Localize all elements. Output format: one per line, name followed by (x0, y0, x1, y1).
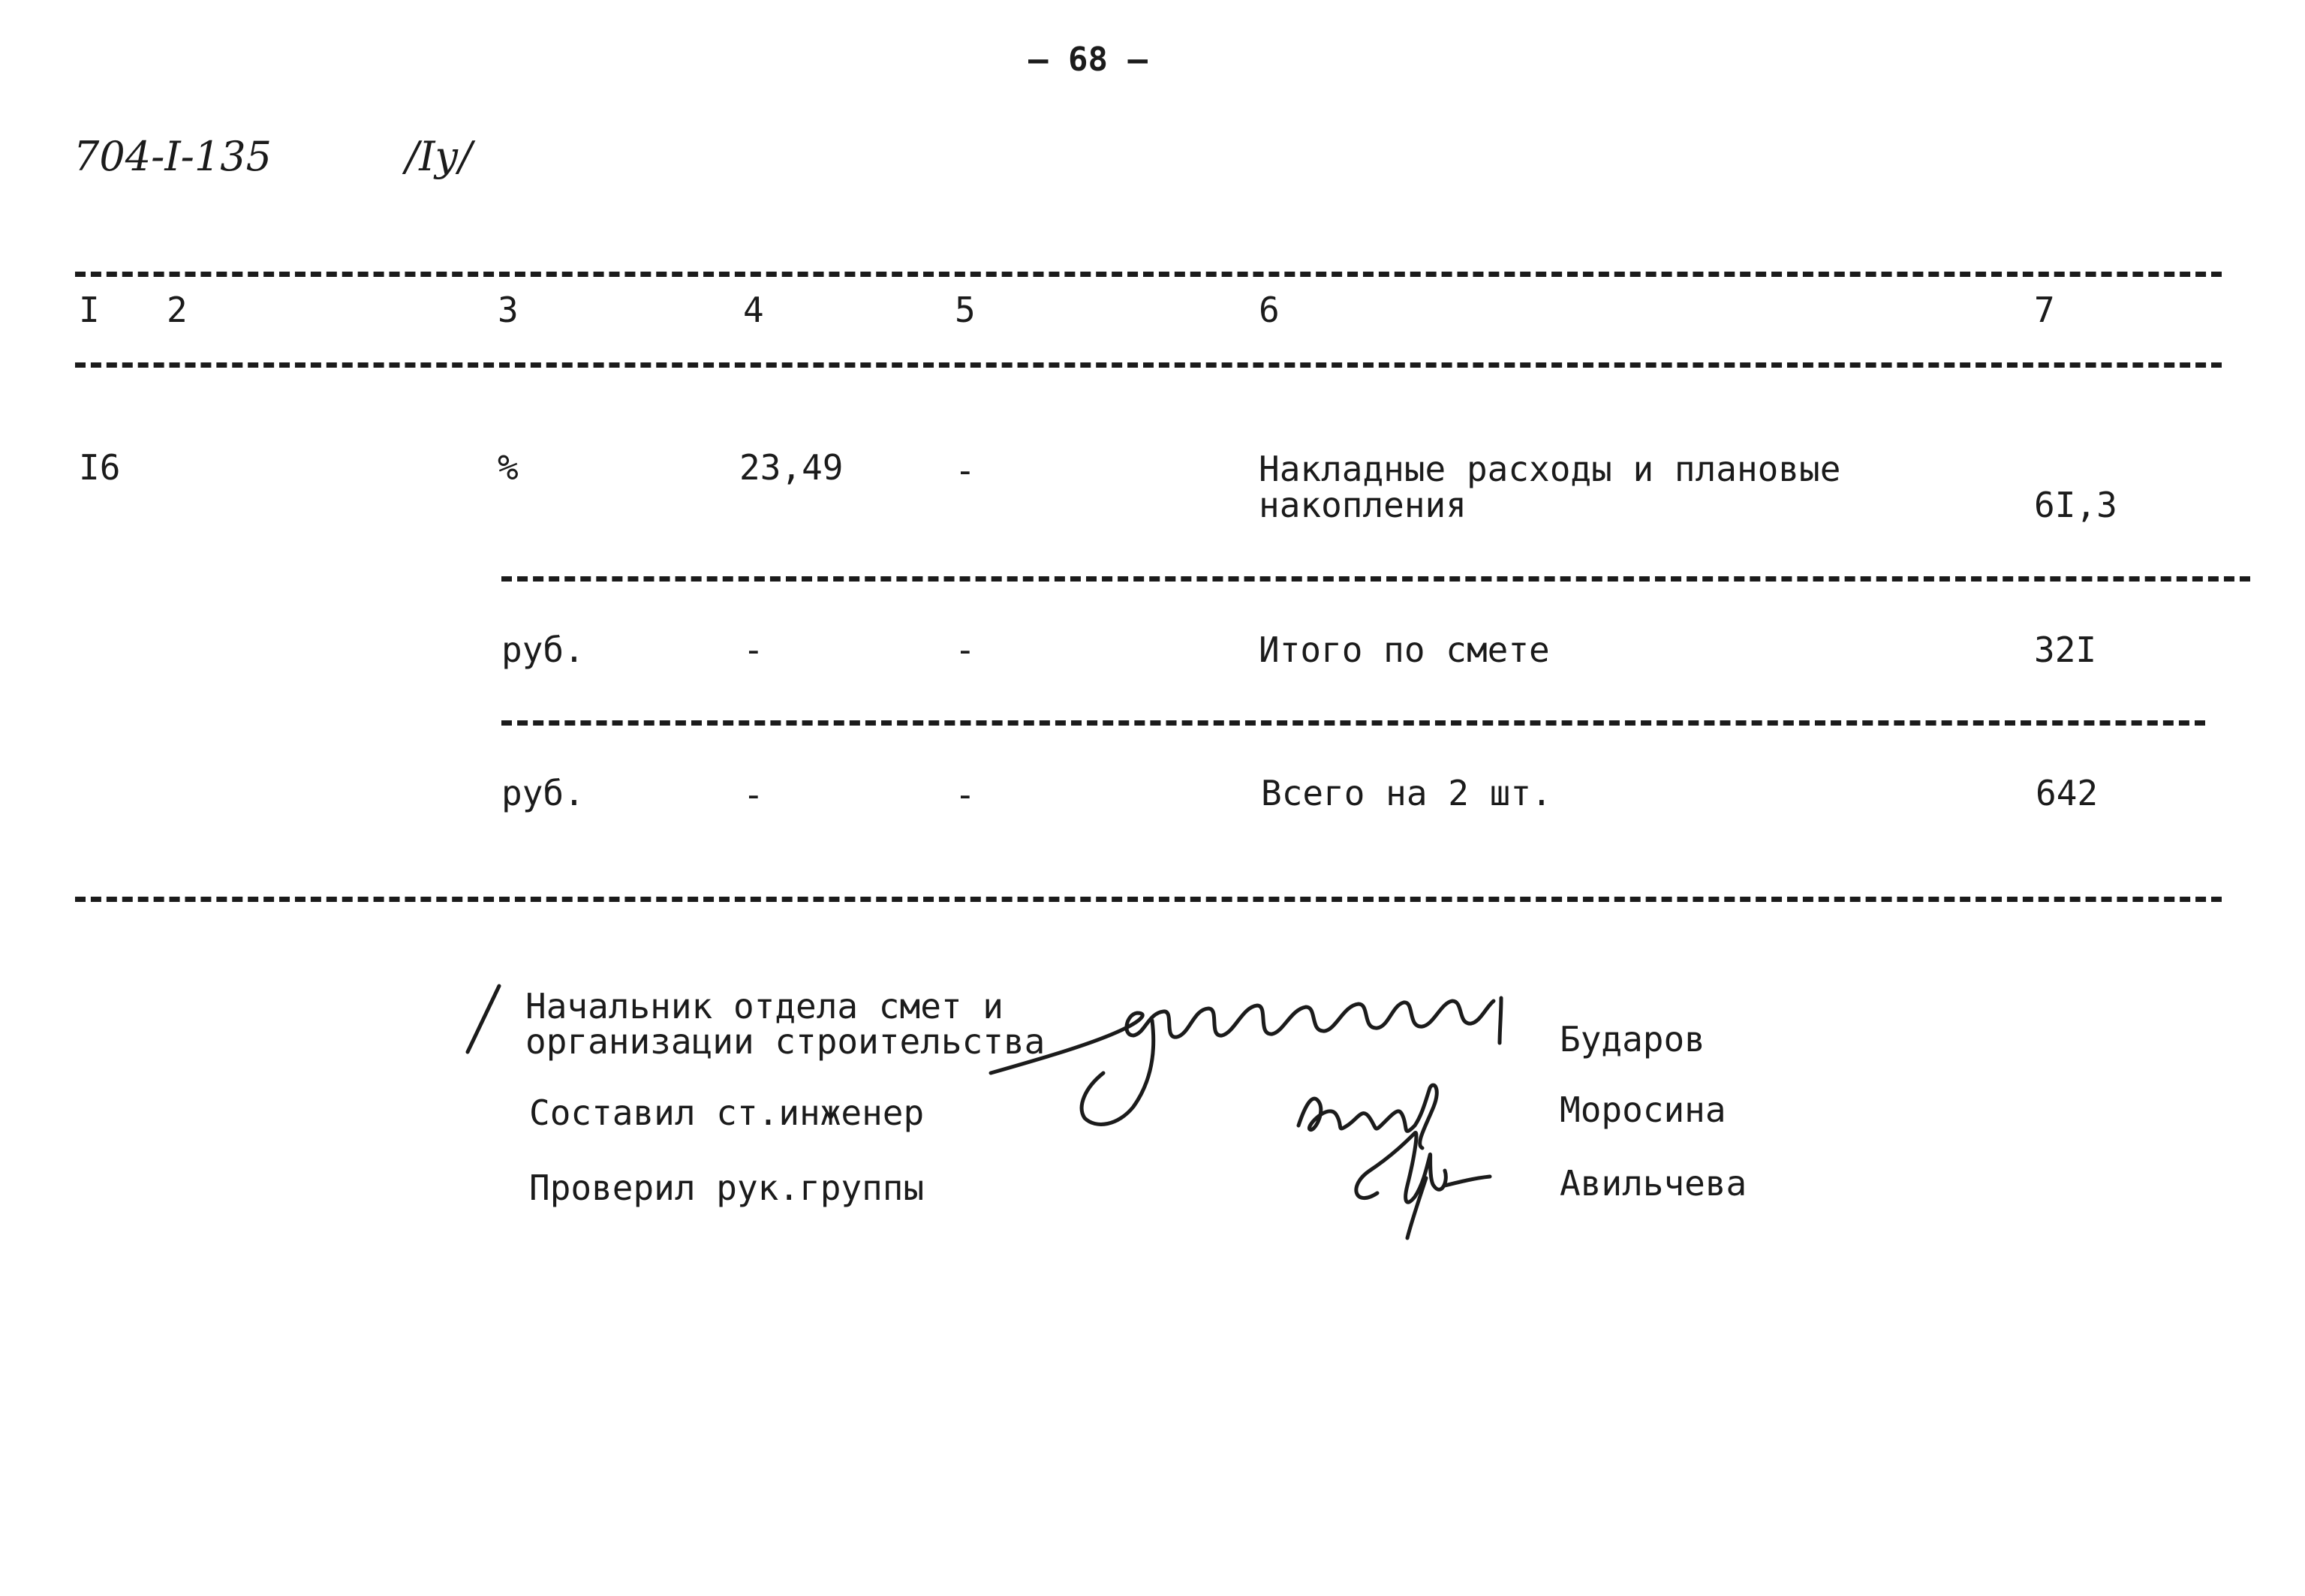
column-header-4: 4 (743, 290, 764, 330)
column-header-2: 2 (167, 290, 188, 330)
column-header-7: 7 (2034, 290, 2055, 330)
row-rule (501, 576, 2250, 582)
slash-mark (462, 983, 507, 1058)
row-number: I6 (79, 447, 121, 488)
description-cell: Всего на 2 шт. (1261, 773, 1552, 813)
signatory-title-line1: Начальник отдела смет и (525, 986, 1004, 1026)
quantity-cell: - (955, 450, 976, 491)
page-number: — 68 — (1028, 41, 1148, 79)
signatory-title: Проверил рук.группы (529, 1168, 925, 1208)
unit-cell: руб. (501, 773, 585, 813)
unit-cell: % (498, 447, 519, 488)
table-bottom-rule (75, 897, 2222, 902)
signatory-name: Авильчева (1560, 1163, 1747, 1204)
description-cell: Итого по смете (1259, 630, 1550, 670)
amount-cell: 642 (2036, 773, 2099, 813)
quantity-cell: - (955, 630, 976, 670)
signature-scribble-3 (1332, 1126, 1505, 1238)
column-header-1: I (79, 290, 100, 330)
signatory-name: Моросина (1560, 1090, 1726, 1130)
document-section: /Iу/ (405, 133, 473, 180)
signatory-name: Бударов (1560, 1019, 1705, 1059)
table-header-rule (75, 362, 2222, 368)
amount-cell: 32I (2034, 630, 2097, 670)
column-header-6: 6 (1259, 290, 1280, 330)
column-header-3: 3 (498, 290, 519, 330)
rate-cell: 23,49 (739, 447, 844, 488)
table-top-rule (75, 272, 2222, 277)
signatory-title: Составил ст.инженер (529, 1093, 925, 1133)
signatory-title-line2: организации строительства (525, 1021, 1046, 1062)
column-header-5: 5 (955, 290, 976, 330)
rate-cell: - (743, 774, 764, 815)
row-rule (501, 720, 2205, 726)
unit-cell: руб. (501, 630, 585, 670)
description-cell-line1: Накладные расходы и плановые (1259, 449, 1841, 489)
document-code: 704-I-135 (74, 133, 272, 180)
rate-cell: - (743, 630, 764, 670)
amount-cell: 6I,3 (2034, 485, 2117, 525)
quantity-cell: - (955, 774, 976, 815)
description-cell-line2: накопления (1259, 485, 1467, 525)
